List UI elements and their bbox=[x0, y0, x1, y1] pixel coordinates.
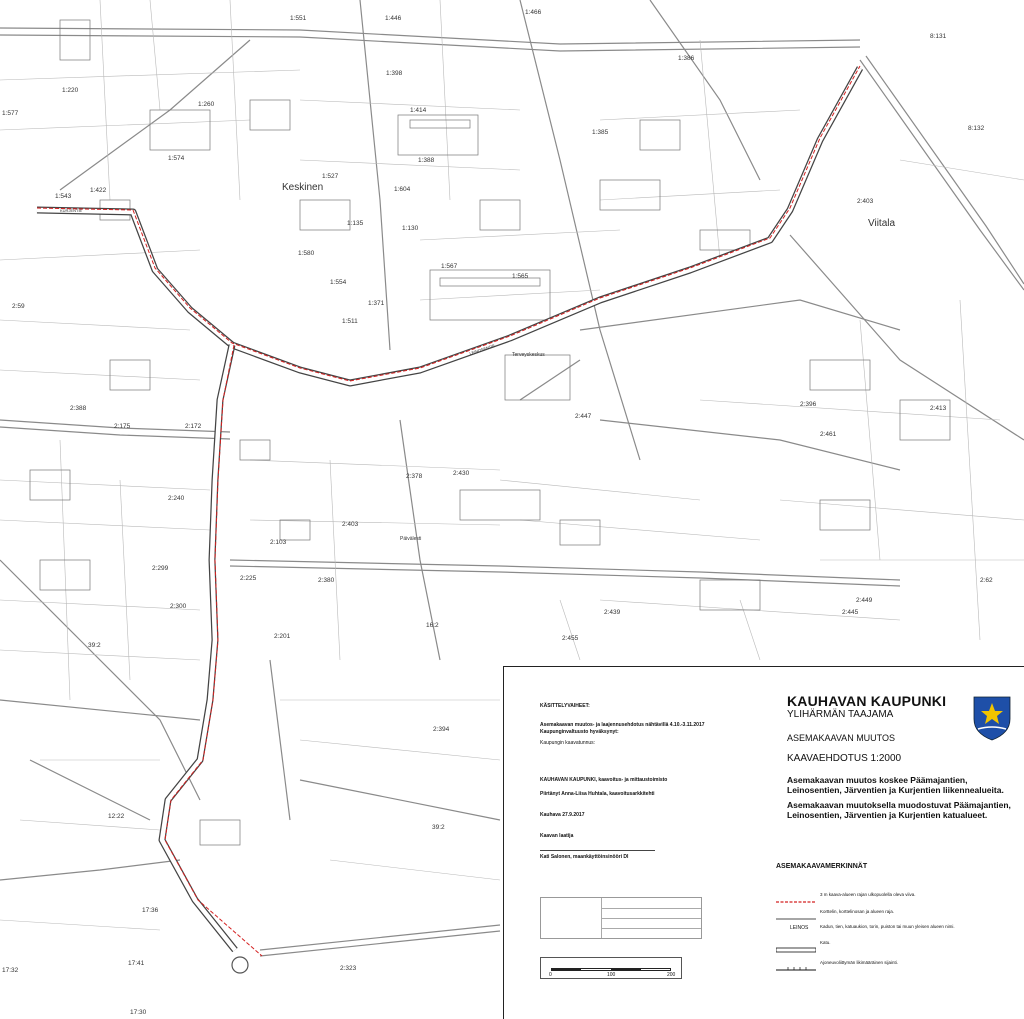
scale-label: 0 bbox=[549, 972, 552, 978]
legend-text: Katu. bbox=[820, 940, 831, 945]
parcel-label: 1:388 bbox=[418, 157, 435, 164]
parcel-label: 2:59 bbox=[12, 303, 25, 310]
process-heading: KÄSITTELYVAIHEET: bbox=[540, 703, 590, 709]
parcel-label: 1:466 bbox=[525, 9, 542, 16]
parcel-label: 2:103 bbox=[270, 539, 287, 546]
parcel-label: 2:62 bbox=[980, 577, 993, 584]
parcel-label: 1:130 bbox=[402, 225, 419, 232]
parcel-label: 17:36 bbox=[142, 907, 159, 914]
parcel-label: 2:445 bbox=[842, 609, 859, 616]
legend-item bbox=[776, 940, 831, 949]
parcel-label: 2:380 bbox=[318, 577, 335, 584]
parcel-label: 2:396 bbox=[800, 401, 817, 408]
legend-text: Korttelin, korttelinosan ja alueen raja. bbox=[820, 909, 895, 914]
parcel-label: 2:413 bbox=[930, 405, 947, 412]
scale-label: 100 bbox=[607, 972, 616, 978]
author-name: Piirtänyt Anna-Liisa Huhtala, kaavoitusarkkitehti bbox=[540, 791, 655, 797]
parcel-label: 2:323 bbox=[340, 965, 357, 972]
parcel-label: 1:527 bbox=[322, 173, 339, 180]
parcel-label: 2:388 bbox=[70, 405, 87, 412]
parcel-label: 1:371 bbox=[368, 300, 385, 307]
parcel-label: 8:132 bbox=[968, 125, 985, 132]
parcel-label: 2:430 bbox=[453, 470, 470, 477]
parcel-label: 1:414 bbox=[410, 107, 427, 114]
parcel-label: 1:446 bbox=[385, 15, 402, 22]
parcel-label: 17:41 bbox=[128, 960, 145, 967]
author-org: KAUHAVAN KAUPUNKI, kaavoitus- ja mittaustoimisto bbox=[540, 777, 668, 783]
parcel-label: 2:300 bbox=[170, 603, 187, 610]
plan-type: ASEMAKAAVAN MUUTOS bbox=[787, 733, 896, 743]
stamp-box bbox=[540, 897, 702, 939]
parcel-label: 2:455 bbox=[562, 635, 579, 642]
parcel-label: 2:175 bbox=[114, 423, 131, 430]
parcel-label: 2:378 bbox=[406, 473, 423, 480]
approver-heading: Kaavan laatija bbox=[540, 833, 574, 839]
parcel-label: 2:403 bbox=[857, 198, 874, 205]
plan-phase: KAAVAEHDOTUS 1:2000 bbox=[787, 753, 902, 764]
parcel-label: 39:2 bbox=[88, 642, 101, 649]
signature-line bbox=[540, 850, 655, 851]
legend-text: 3 m kaava-alueen rajan ulkopuolella oleva viiva. bbox=[820, 892, 916, 897]
parcel-label: 2:439 bbox=[604, 609, 621, 616]
parcel-label: 2:225 bbox=[240, 575, 257, 582]
parcel-label: 1:567 bbox=[441, 263, 458, 270]
parcel-label: 17:30 bbox=[130, 1009, 147, 1016]
parcel-label: 1:580 bbox=[298, 250, 315, 257]
date-line: Kauhava 27.9.2017 bbox=[540, 812, 585, 818]
label-leinosentie: LEINOSENTIE bbox=[468, 343, 496, 356]
city-title: KAUHAVAN KAUPUNKI bbox=[787, 693, 947, 709]
process-line: Asemakaavan muutos- ja laajennusehdotus nähtävillä 4.10.-3.11.2017 bbox=[540, 722, 705, 728]
parcel-label: 2:449 bbox=[856, 597, 873, 604]
legend-symbol-text: LEINOS bbox=[790, 925, 809, 931]
label-keskinen: Keskinen bbox=[282, 182, 324, 193]
title-block-panel bbox=[503, 666, 1024, 1019]
label-viitala: Viitala bbox=[868, 218, 896, 229]
process-line: Kaupunginvaltuusto hyväksynyt: bbox=[540, 729, 619, 735]
plan-description-2: Asemakaavan muutoksella muodostuvat Päämajantien, Leinosentien, Järventien ja Kurjentien katualueet. bbox=[787, 800, 1011, 820]
parcel-label: 2:403 bbox=[342, 521, 359, 528]
parcel-label: 39:2 bbox=[432, 824, 445, 831]
parcel-label: 1:422 bbox=[90, 187, 107, 194]
parcel-label: 2:461 bbox=[820, 431, 837, 438]
legend-item bbox=[776, 909, 895, 918]
parcel-label: 1:385 bbox=[592, 129, 609, 136]
legend-text: Kadun, tien, katuaukion, torin, puiston tai muun yleisen alueen nimi. bbox=[820, 924, 955, 929]
parcel-label: 2:172 bbox=[185, 423, 202, 430]
district-subtitle: YLIHÄRMÄN TAAJAMA bbox=[787, 709, 894, 720]
legend-heading: ASEMAKAAVAMERKINNÄT bbox=[776, 863, 868, 870]
legend-item bbox=[776, 892, 916, 901]
parcel-label: 1:260 bbox=[198, 101, 215, 108]
parcel-label: 1:135 bbox=[347, 220, 364, 227]
parcel-label: 12:22 bbox=[108, 813, 125, 820]
label-paivalesti: Päivälesti bbox=[400, 536, 422, 542]
parcel-label: 2:394 bbox=[433, 726, 450, 733]
parcel-label: 1:511 bbox=[342, 318, 358, 325]
parcel-label: 1:554 bbox=[330, 279, 347, 286]
process-line: Kaupungin kaavatunnus: bbox=[540, 740, 596, 746]
parcel-label: 2:447 bbox=[575, 413, 592, 420]
parcel-label: 2:299 bbox=[152, 565, 169, 572]
parcel-label: 2:240 bbox=[168, 495, 185, 502]
parcel-label: 1:565 bbox=[512, 273, 529, 280]
plan-description-1: Asemakaavan muutos koskee Päämajantien, Leinosentien, Järventien ja Kurjentien liikennealueita. bbox=[787, 775, 1004, 795]
parcel-label: 17:32 bbox=[2, 967, 19, 974]
parcel-label: 1:220 bbox=[62, 87, 79, 94]
label-terveyskeskus: Terveyskeskus bbox=[512, 352, 545, 358]
parcel-label: 1:543 bbox=[55, 193, 72, 200]
parcel-label: 1:551 bbox=[290, 15, 307, 22]
parcel-label: 1:604 bbox=[394, 186, 411, 193]
parcel-label: 1:398 bbox=[386, 70, 403, 77]
label-kurjentie: KURJENTIE bbox=[60, 208, 83, 213]
legend-text: Ajoneuvoliittymän likimääräinen sijainti. bbox=[820, 960, 899, 965]
coat-of-arms-icon bbox=[972, 695, 1012, 741]
parcel-label: 1:386 bbox=[678, 55, 695, 62]
legend-item bbox=[776, 960, 899, 969]
parcel-label: 1:574 bbox=[168, 155, 185, 162]
approver-name: Kati Salonen, maankäyttöinsinööri DI bbox=[540, 854, 629, 860]
parcel-label: 8:131 bbox=[930, 33, 947, 40]
scale-label: 200 bbox=[667, 972, 676, 978]
scale-bar bbox=[540, 957, 682, 979]
parcel-label: 1:577 bbox=[2, 110, 19, 117]
parcel-label: 2:201 bbox=[274, 633, 291, 640]
parcel-label: 16:2 bbox=[426, 622, 439, 629]
